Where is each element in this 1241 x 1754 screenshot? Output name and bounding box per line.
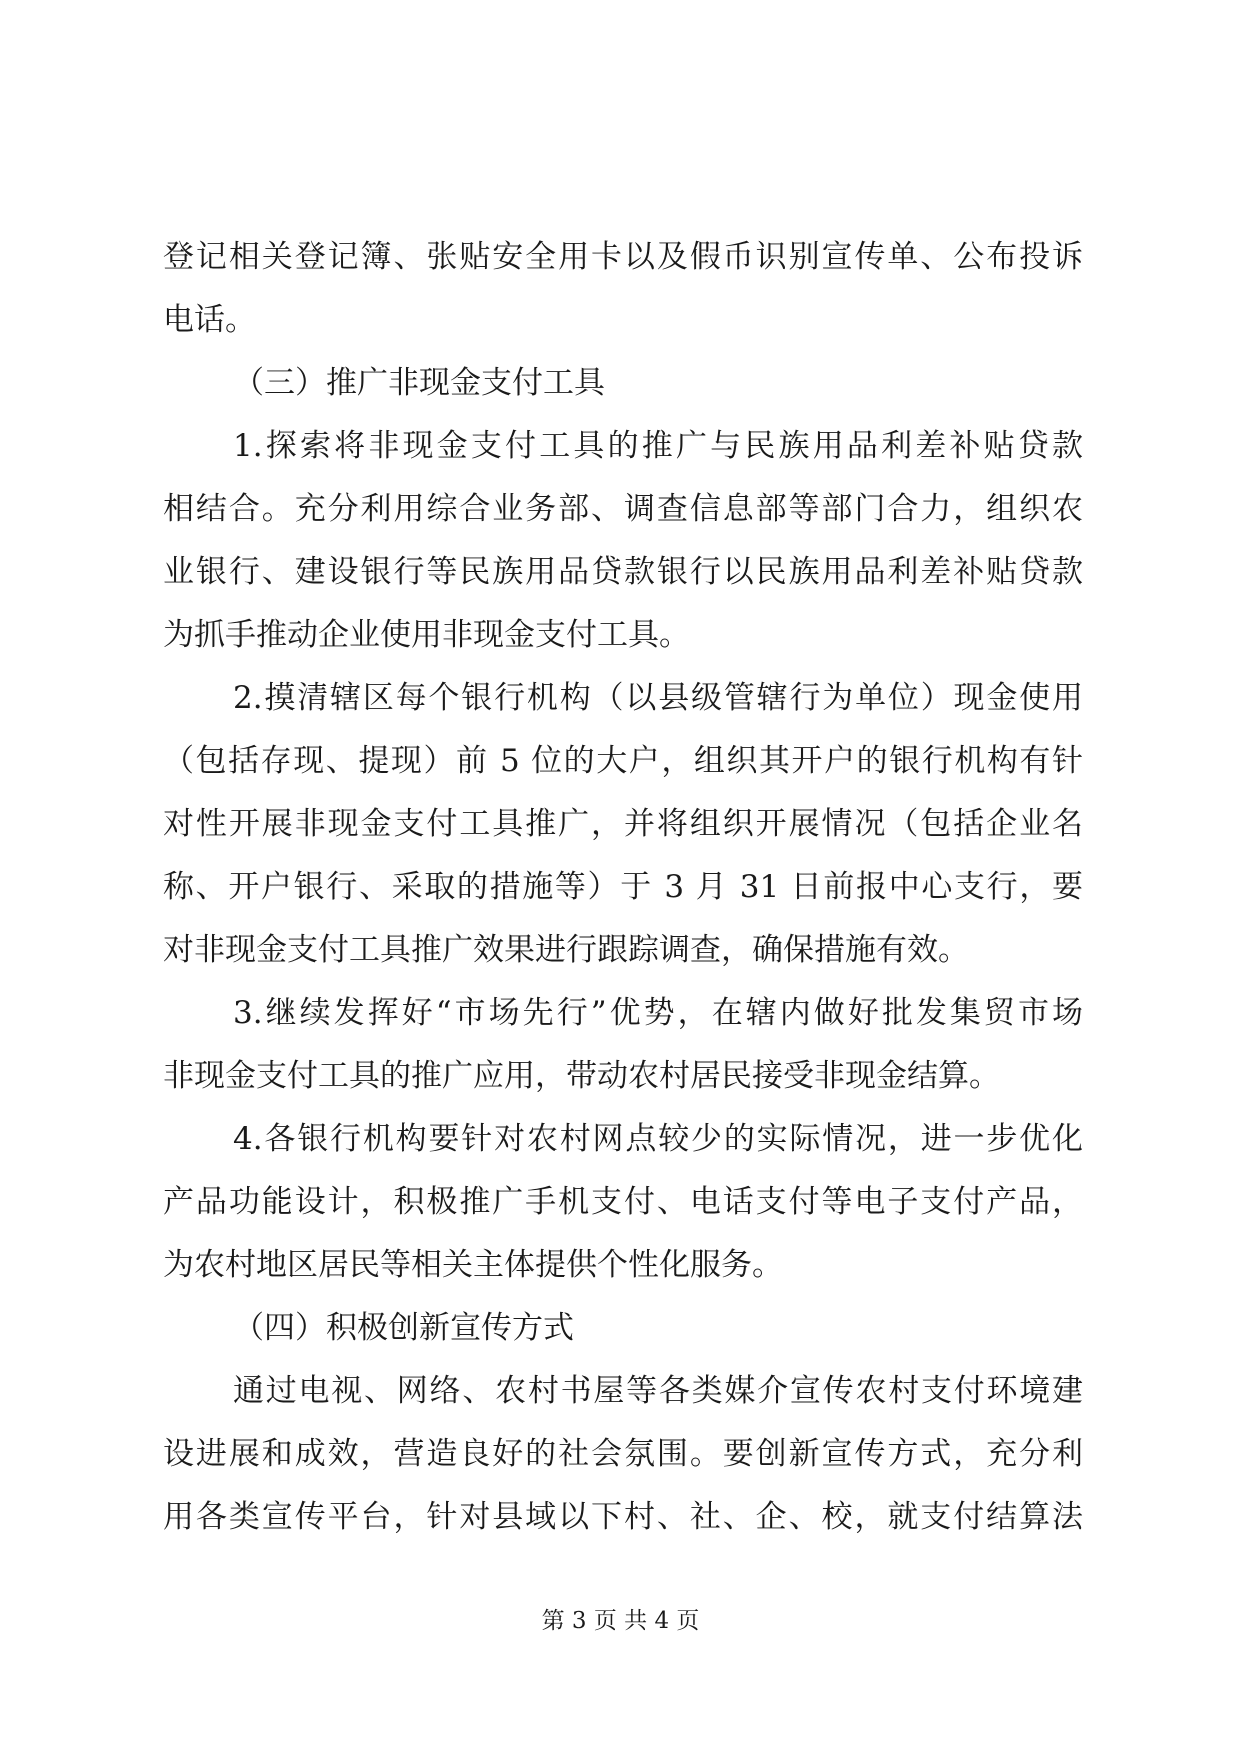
text-line: 2.摸清辖区每个银行机构（以县级管辖行为单位）现金使用 (233, 680, 1083, 716)
text-line: 业银行、建设银行等民族用品贷款银行以民族用品利差补贴贷款 (163, 554, 1083, 590)
text-line: 相结合。充分利用综合业务部、调查信息部等部门合力，组织农 (163, 491, 1083, 527)
text-line: 称、开户银行、采取的措施等）于 3 月 31 日前报中心支行，要 (163, 869, 1083, 905)
text-line: 为农村地区居民等相关主体提供个性化服务。 (163, 1247, 783, 1283)
body-text (163, 226, 1083, 1549)
text-line: 4.各银行机构要针对农村网点较少的实际情况，进一步优化 (233, 1121, 1083, 1157)
text-line: 用各类宣传平台，针对县域以下村、社、企、校，就支付结算法 (163, 1499, 1083, 1535)
text-line: 设进展和成效，营造良好的社会氛围。要创新宣传方式，充分利 (163, 1436, 1083, 1472)
page-footer: 第 3 页 共 4 页 (541, 1608, 700, 1634)
text-line: 非现金支付工具的推广应用，带动农村居民接受非现金结算。 (163, 1058, 1000, 1094)
text-line: 为抓手推动企业使用非现金支付工具。 (163, 617, 690, 653)
section-heading: （三）推广非现金支付工具 (233, 365, 605, 401)
text-line: 通过电视、网络、农村书屋等各类媒介宣传农村支付环境建 (233, 1373, 1083, 1409)
text-line: （包括存现、提现）前 5 位的大户，组织其开户的银行机构有针 (163, 743, 1083, 779)
text-line: 对非现金支付工具推广效果进行跟踪调查，确保措施有效。 (163, 932, 969, 968)
text-line: 3.继续发挥好“市场先行”优势，在辖内做好批发集贸市场 (233, 995, 1083, 1031)
text-line: 电话。 (163, 302, 256, 338)
text-line: 对性开展非现金支付工具推广，并将组织开展情况（包括企业名 (163, 806, 1083, 842)
text-line: 登记相关登记簿、张贴安全用卡以及假币识别宣传单、公布投诉 (163, 239, 1083, 275)
text-line: 1.探索将非现金支付工具的推广与民族用品利差补贴贷款 (233, 428, 1083, 464)
text-line: 产品功能设计，积极推广手机支付、电话支付等电子支付产品， (163, 1184, 1083, 1220)
section-heading: （四）积极创新宣传方式 (233, 1310, 574, 1346)
